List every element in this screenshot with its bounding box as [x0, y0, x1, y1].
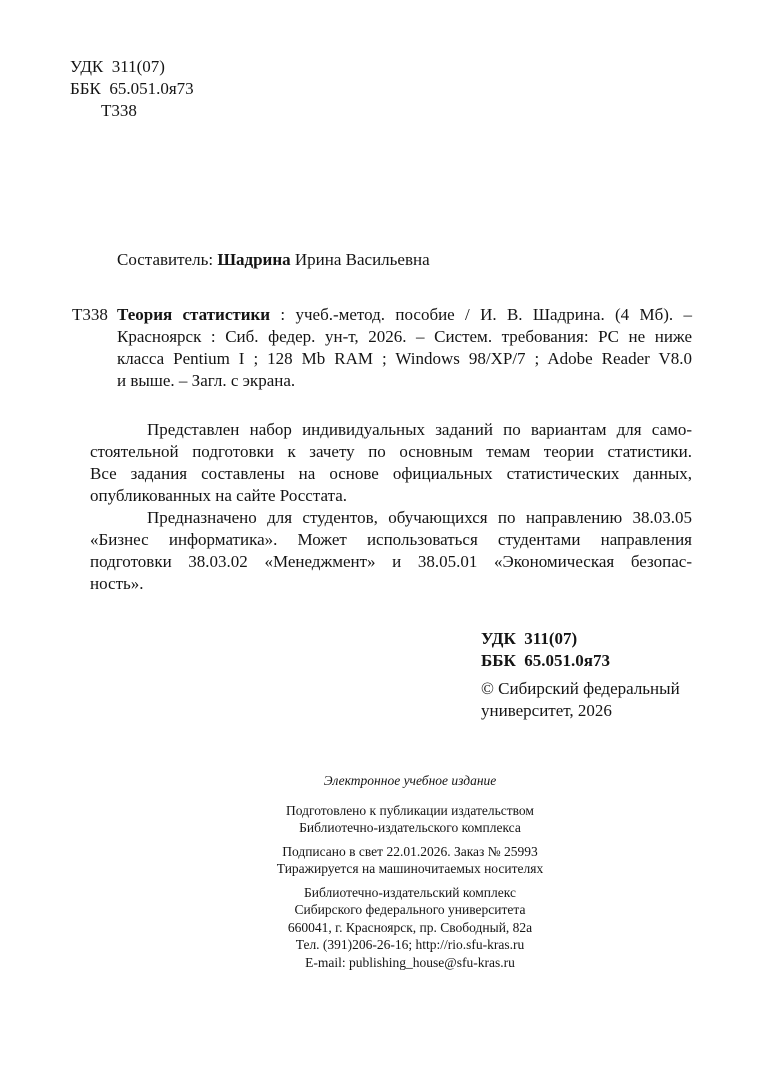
entry-line [117, 304, 692, 326]
publisher-address-block [90, 884, 730, 972]
imprint-block [90, 772, 730, 971]
compiler-line [117, 249, 430, 271]
copyright-line: © Сибирский федеральный [481, 679, 680, 698]
compiler-given-name: Ирина Васильевна [294, 250, 430, 269]
print-info-line: Подписано в свет 22.01.2026. Заказ № 25993 [282, 843, 538, 859]
bibliographic-entry [117, 304, 692, 392]
annotation-line: ность». [90, 574, 144, 593]
annotation-line: Предназначено для студентов, обучающихся по направлению 38.03.05 [147, 508, 692, 527]
entry-line: Красноярск : Сиб. федер. ун-т, 2026. – Систем. требования: PC не ниже [117, 327, 692, 346]
prepared-line: Библиотечно-издательского комплекса [299, 820, 521, 835]
print-info-block [90, 843, 730, 878]
entry-line-rest: : учеб.-метод. пособие / И. В. Шадрина. (4 Мб). – [270, 305, 693, 324]
prepared-line: Подготовлено к публикации издательством [286, 802, 534, 818]
entry-title: Теория статистики [117, 305, 271, 324]
copyright-line: университет, 2026 [481, 701, 612, 720]
annotation-line: Все задания составлены на основе официальных статистических данных, [90, 464, 692, 483]
publisher-line: 660041, г. Красноярск, пр. Свободный, 82а [287, 919, 533, 935]
bbk-top: ББК 65.051.0я73 [70, 79, 194, 98]
publisher-line: Тел. (391)206-26-16; http://rio.sfu-kras.ru [295, 937, 525, 952]
annotation-line: «Бизнес информатика». Может использоваться студентами направления [90, 530, 692, 549]
entry-line: класса Pentium I ; 128 Mb RAM ; Windows 98/XP/7 ; Adobe Reader V8.0 [117, 349, 692, 368]
catalog-code-entry: Т338 [72, 305, 108, 324]
top-codes-block [70, 56, 194, 122]
publisher-line: Библиотечно-издательский комплекс [304, 884, 516, 900]
publisher-line: Сибирского федерального университета [294, 902, 526, 917]
compiler-surname: Шадрина [217, 250, 291, 269]
publisher-line: E-mail: publishing_house@sfu-kras.ru [305, 954, 515, 970]
print-info-line: Тиражируется на машиночитаемых носителях [276, 861, 544, 876]
edition-type: Электронное учебное издание [323, 773, 497, 788]
copyright-block [481, 678, 680, 722]
annotation-line: Представлен набор индивидуальных заданий по вариантам для само- [147, 420, 692, 439]
annotation-block [90, 419, 692, 595]
prepared-by-block [90, 802, 730, 837]
compiler-label: Составитель: [117, 250, 214, 269]
bottom-codes-block [481, 628, 610, 672]
annotation-line: стоятельной подготовки к зачету по основным темам теории статистики. [90, 442, 692, 461]
udk-bottom: УДК 311(07) [481, 629, 578, 648]
entry-line: и выше. – Загл. с экрана. [117, 371, 296, 390]
annotation-line: опубликованных на сайте Росстата. [90, 486, 348, 505]
annotation-line: подготовки 38.03.02 «Менеджмент» и 38.05.01 «Экономическая безопас- [90, 552, 692, 571]
bbk-bottom: ББК 65.051.0я73 [481, 651, 611, 670]
udk-top: УДК 311(07) [70, 57, 165, 76]
catalog-code-top: Т338 [101, 101, 137, 120]
